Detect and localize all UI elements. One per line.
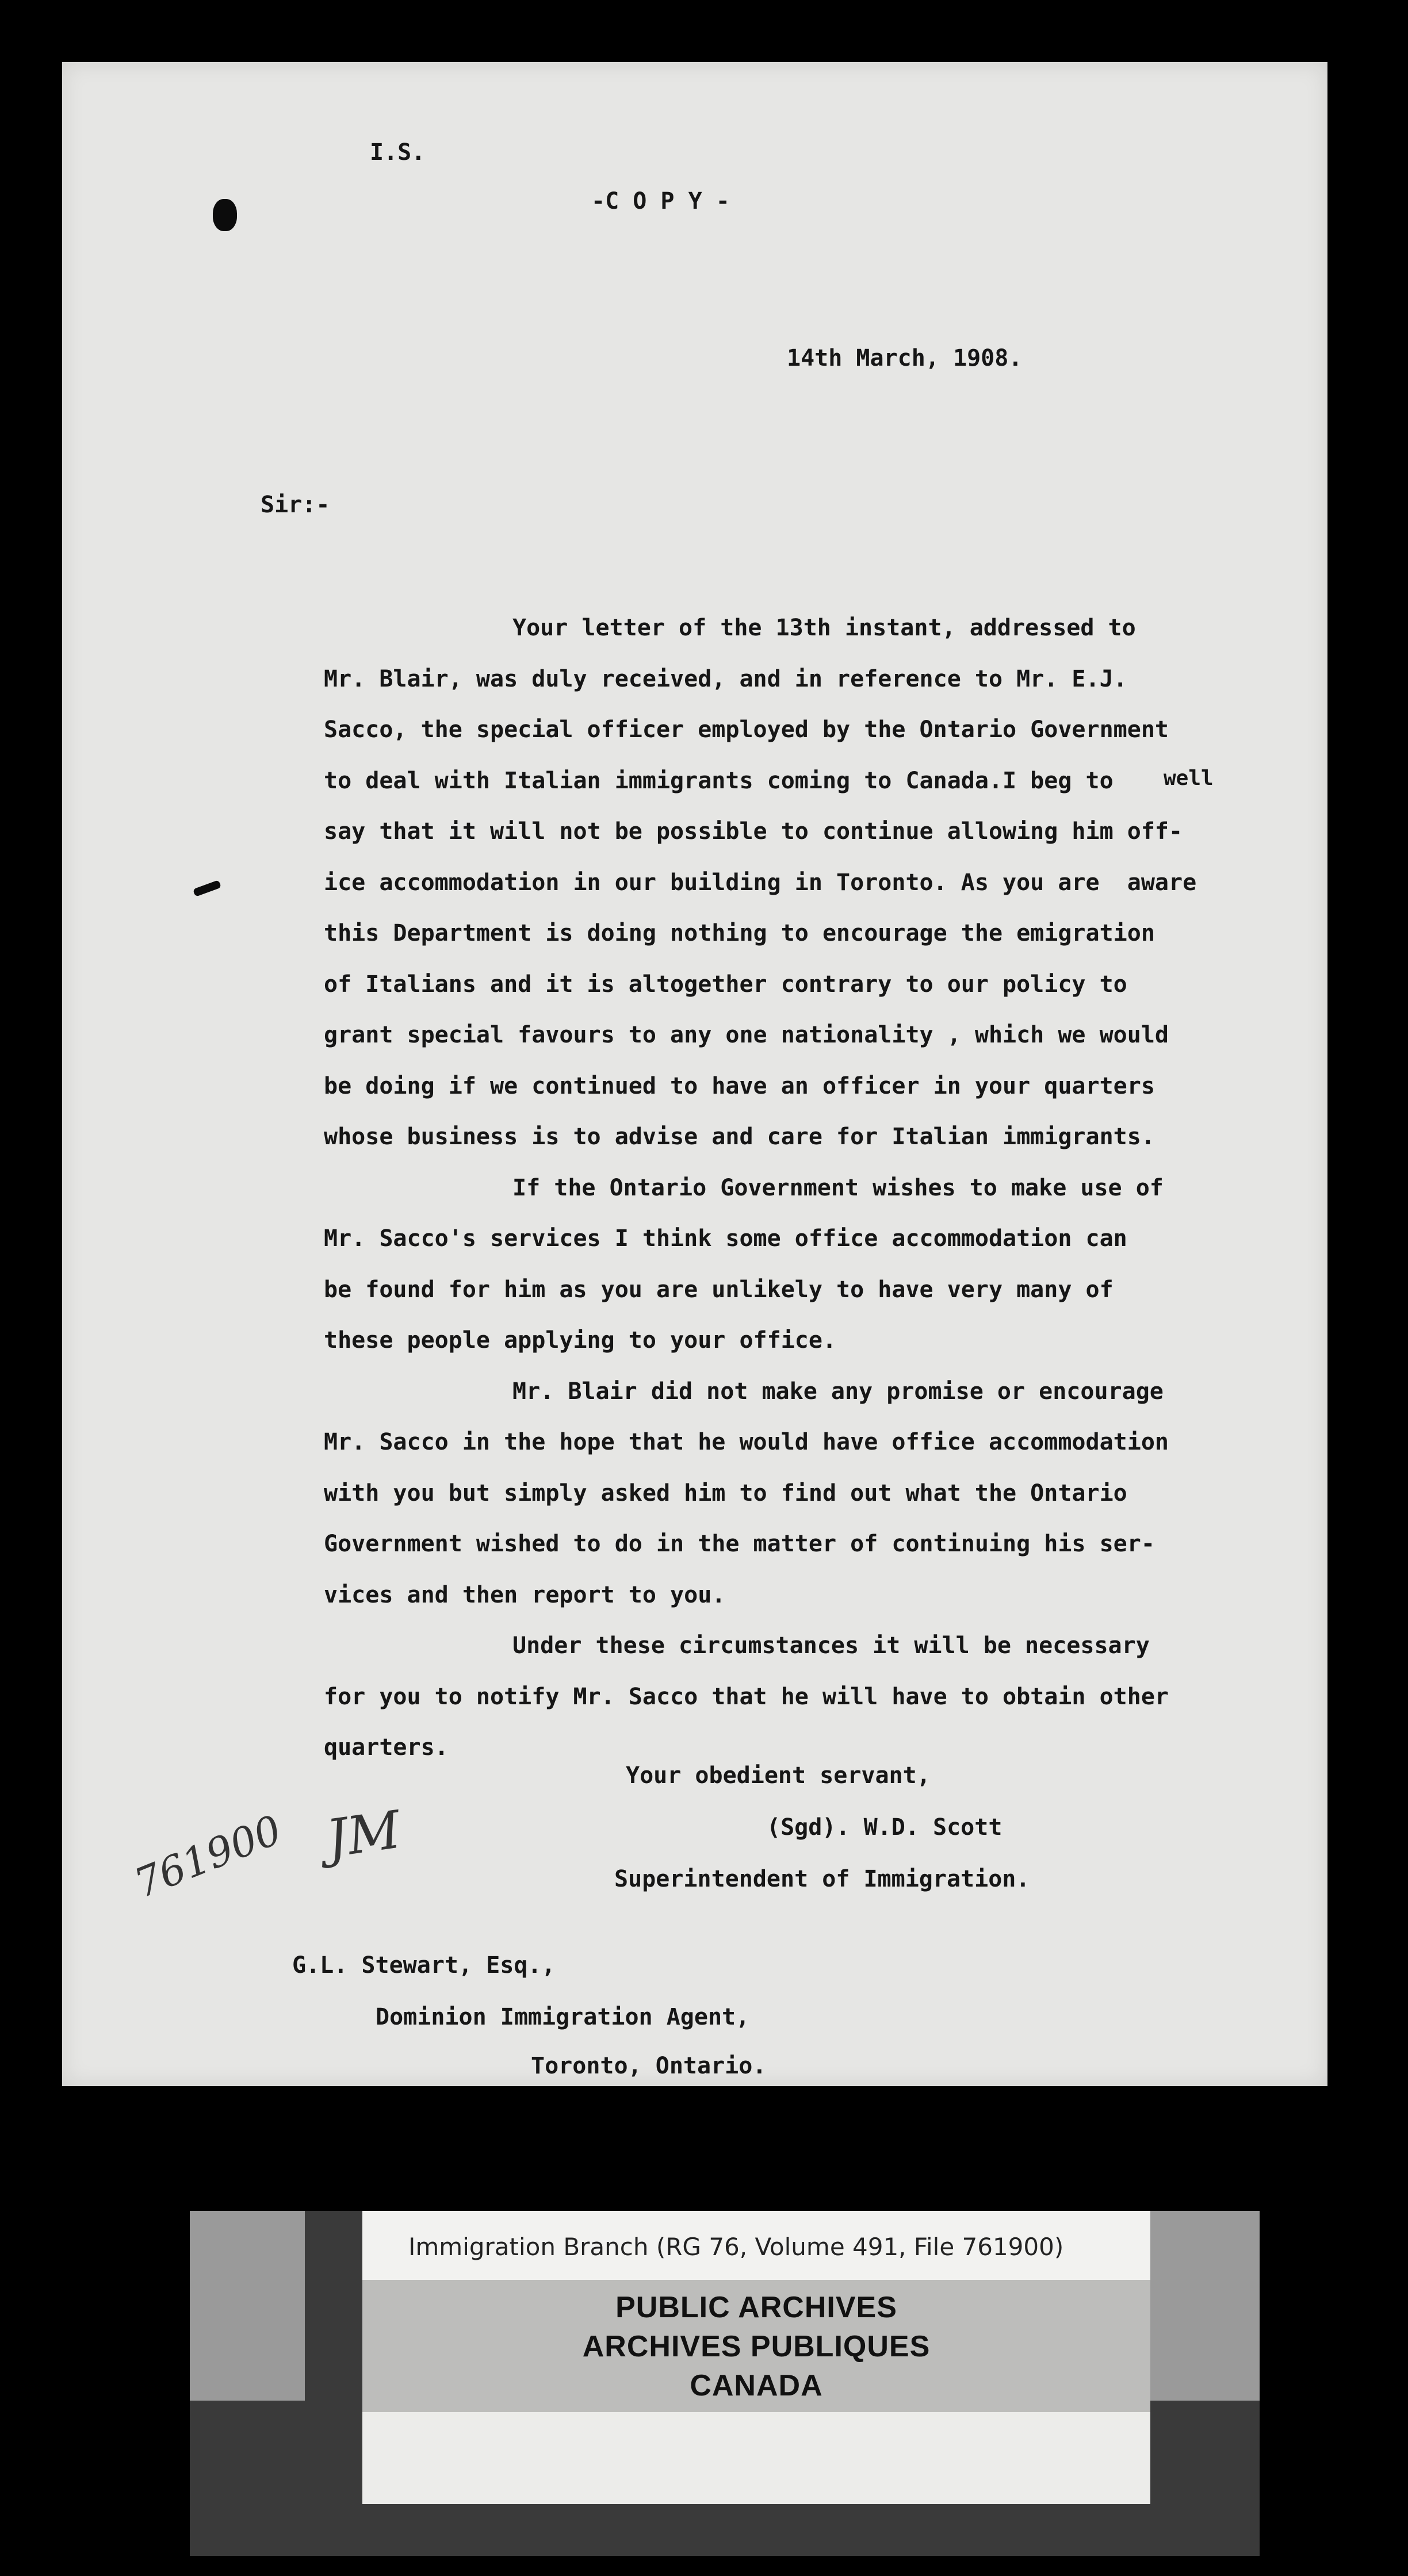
body-line: Mr. Blair did not make any promise or encourage [512, 1378, 1164, 1405]
body-line: to deal with Italian immigrants coming to Canada.I beg to [324, 767, 1114, 794]
body-line: this Department is doing nothing to encourage the emigration [324, 920, 1155, 946]
strip-edge-left [190, 2211, 305, 2401]
archive-stamp-line: ARCHIVES PUBLIQUES [582, 2330, 931, 2363]
letter-page [62, 62, 1327, 2086]
body-line: for you to notify Mr. Sacco that he will have to obtain other [324, 1683, 1169, 1710]
file-code: I.S. [370, 139, 426, 166]
signer-title: Superintendent of Immigration. [614, 1866, 1030, 1892]
body-line: ice accommodation in our building in Toronto. As you are aware [324, 869, 1197, 896]
recipient-name: G.L. Stewart, Esq., [292, 1952, 556, 1979]
body-line: say that it will not be possible to continue allowing him off- [324, 818, 1183, 845]
closing: Your obedient servant, [626, 1762, 931, 1789]
signature: (Sgd). W.D. Scott [767, 1814, 1003, 1841]
body-line: Your letter of the 13th instant, addressed to [512, 615, 1136, 641]
body-line: Mr. Sacco's services I think some office accommodation can [324, 1225, 1127, 1252]
archive-stamp-line: PUBLIC ARCHIVES [615, 2291, 897, 2324]
inserted-word: well [1164, 766, 1214, 790]
margin-mark [193, 880, 221, 897]
body-line: Under these circumstances it will be necessary [512, 1632, 1150, 1659]
body-line: grant special favours to any one nationality , which we would [324, 1022, 1169, 1048]
body-line: be doing if we continued to have an officer in your quarters [324, 1072, 1155, 1099]
archive-stamp [362, 2280, 1150, 2412]
handwritten-initials: JM [323, 1799, 404, 1870]
label-bottom [362, 2412, 1150, 2504]
archive-reference: Immigration Branch (RG 76, Volume 491, File 761900) [408, 2233, 1064, 2261]
strip-edge-right [1145, 2211, 1260, 2401]
body-line: with you but simply asked him to find out what the Ontario [324, 1479, 1127, 1506]
ink-blot [213, 199, 237, 231]
body-line: vices and then report to you. [324, 1581, 726, 1608]
recipient-city: Toronto, Ontario. [531, 2053, 767, 2079]
letter-date: 14th March, 1908. [787, 345, 1023, 371]
body-line: Mr. Blair, was duly received, and in reference to Mr. E.J. [324, 665, 1127, 692]
letter-body [324, 603, 1359, 1773]
copy-label: -C O P Y - [591, 188, 730, 214]
handwritten-file-number: 761900 [128, 1805, 288, 1908]
recipient-title: Dominion Immigration Agent, [376, 2004, 750, 2030]
body-line: Sacco, the special officer employed by the Ontario Government [324, 716, 1169, 743]
body-line: whose business is to advise and care for Italian immigrants. [324, 1124, 1155, 1150]
archive-reference-label [362, 2211, 1150, 2280]
archive-stamp-line: CANADA [690, 2369, 823, 2402]
archive-stamp-strip [190, 2211, 1260, 2556]
body-line: Mr. Sacco in the hope that he would have office accommodation [324, 1429, 1169, 1455]
body-line: of Italians and it is altogether contrary to our policy to [324, 971, 1127, 998]
body-line: these people applying to your office. [324, 1327, 837, 1354]
body-line: Government wished to do in the matter of continuing his ser- [324, 1531, 1155, 1557]
body-line: If the Ontario Government wishes to make use of [512, 1174, 1164, 1201]
salutation: Sir:- [261, 492, 330, 518]
body-line: be found for him as you are unlikely to have very many of [324, 1276, 1114, 1303]
body-line: quarters. [324, 1734, 449, 1761]
